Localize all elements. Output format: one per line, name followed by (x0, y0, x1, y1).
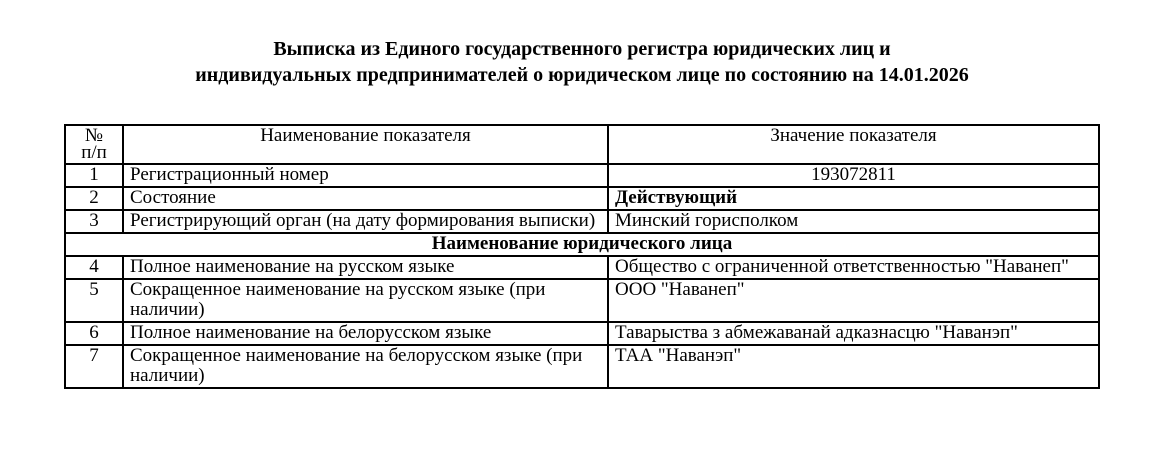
column-header-number-line1: № (84, 125, 104, 146)
indicator-name: Регистрационный номер (123, 164, 608, 187)
indicator-name: Состояние (123, 187, 608, 210)
indicator-value: ООО "Наванеп" (608, 279, 1099, 322)
document-title-line2: индивидуальных предпринимателей о юридическом лице по состоянию на 14.01.2026 (195, 64, 969, 86)
registry-table (64, 124, 1100, 389)
column-header-number-line2: п/п (81, 142, 107, 163)
indicator-value: Действующий (608, 187, 1099, 210)
indicator-value: Общество с ограниченной ответственностью "Наванеп" (608, 256, 1099, 279)
column-header-indicator-name: Наименование показателя (123, 125, 608, 164)
indicator-value: Таварыства з абмежаванай адказнасцю "Наванэп" (608, 322, 1099, 345)
indicator-name: Сокращенное наименование на русском языке (при наличии) (123, 279, 608, 322)
section-title: Наименование юридического лица (65, 233, 1099, 256)
row-number: 4 (65, 256, 123, 279)
document-page (0, 36, 1164, 389)
indicator-value: 193072811 (608, 164, 1099, 187)
table-header-row (65, 125, 1099, 164)
indicator-name: Сокращенное наименование на белорусском языке (при наличии) (123, 345, 608, 388)
section-header-row (65, 233, 1099, 256)
indicator-name: Полное наименование на белорусском языке (123, 322, 608, 345)
row-number: 7 (65, 345, 123, 388)
indicator-value: ТАА "Наванэп" (608, 345, 1099, 388)
row-number: 1 (65, 164, 123, 187)
indicator-name: Полное наименование на русском языке (123, 256, 608, 279)
column-header-indicator-value: Значение показателя (608, 125, 1099, 164)
table-row (65, 187, 1099, 210)
table-row (65, 256, 1099, 279)
indicator-name: Регистрирующий орган (на дату формирования выписки) (123, 210, 608, 233)
column-header-number (65, 125, 123, 164)
row-number: 6 (65, 322, 123, 345)
table-row (65, 345, 1099, 388)
document-title-line1: Выписка из Единого государственного регистра юридических лиц и (273, 38, 891, 60)
row-number: 5 (65, 279, 123, 322)
document-title (62, 36, 1102, 88)
row-number: 3 (65, 210, 123, 233)
table-row (65, 210, 1099, 233)
row-number: 2 (65, 187, 123, 210)
table-row (65, 279, 1099, 322)
table-row (65, 164, 1099, 187)
table-row (65, 322, 1099, 345)
indicator-value: Минский горисполком (608, 210, 1099, 233)
